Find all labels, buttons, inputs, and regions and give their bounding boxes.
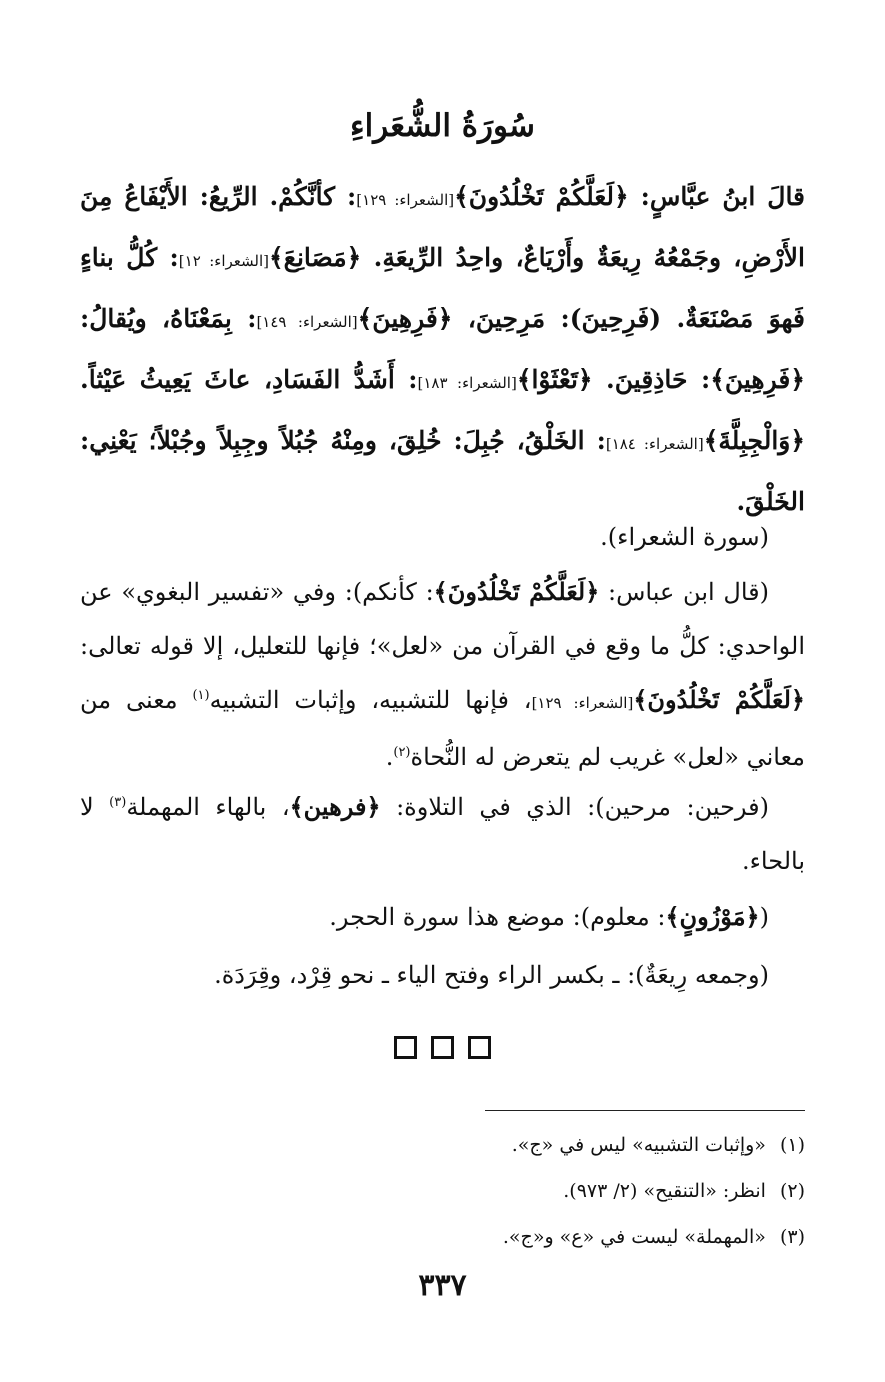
commentary-segment: : كأنكم): وفي «تفسير البغوي» عن الواحدي: كلُّ ما وقع في القرآن من «لعل»؛ فإنها للتعليل، إلا قوله تعالى: — [80, 578, 805, 660]
main-text-paragraph — [80, 168, 805, 531]
commentary-segment: : معلوم): موضع هذا سورة الحجر. — [329, 903, 666, 931]
quran-quote: ﴿فرهين﴾ — [289, 792, 381, 821]
footnote-separator — [485, 1110, 805, 1111]
quran-quote: ﴿لَعَلَّكُمْ تَخْلُدُونَ﴾ — [633, 685, 805, 714]
quran-quote: ﴿فَرِهِينَ﴾ — [710, 365, 805, 394]
main-text-segment: : كُلُّ بناءٍ فَهوَ مَصْنَعَةٌ. (فَرِحِينَ): مَرِحِينَ، — [80, 243, 806, 333]
commentary-paragraph: (وجمعه رِيعَةٌ): ـ بكسر الراء وفتح الياء ـ نحو قِرْد، وقِرَدَة. — [214, 961, 769, 989]
commentary-segment: معنى من معاني «لعل» غريب لم يتعرض له النُّحاة — [80, 686, 805, 771]
footnote-item — [80, 1122, 805, 1168]
commentary-segment: ، فإنها للتشبيه، وإثبات التشبيه — [209, 686, 532, 714]
commentary-paragraph — [80, 890, 805, 944]
verse-reference: [الشعراء: ١٢] — [178, 252, 270, 270]
quran-quote: ﴿لَعَلَّكُمْ تَخْلُدُونَ﴾ — [454, 182, 629, 211]
main-text-segment: : كأنَّكُمْ. الرِّيعُ: الأَيْفَاعُ مِنَ الأَرْضِ، وجَمْعُهُ رِيعَةٌ وأَرْيَاعٌ، واحِدُ الرِّيعَةِ. — [80, 182, 805, 272]
main-text-segment: : أَشَدُّ الفَسَادِ، عاثَ يَعِيثُ عَيْثاً. — [80, 365, 418, 394]
quran-quote: ﴿لَعَلَّكُمْ تَخْلُدُونَ﴾ — [433, 577, 600, 606]
commentary-paragraph — [80, 780, 805, 888]
commentary-heading: (سورة الشعراء). — [600, 523, 769, 551]
main-text-segment: : بِمَعْنَاهُ، ويُقالُ: — [80, 304, 257, 333]
commentary-segment: ( — [759, 903, 769, 931]
verse-reference: [الشعراء: ١٢٩] — [356, 191, 455, 209]
footnotes — [80, 1122, 805, 1260]
footnote-number: (٣) — [779, 1226, 805, 1248]
footnote-marker[interactable]: (١) — [192, 688, 210, 703]
footnote-marker[interactable]: (٣) — [109, 795, 127, 810]
section-divider — [0, 1036, 885, 1059]
footnote-number: (١) — [779, 1134, 805, 1156]
footnote-item — [80, 1168, 805, 1214]
verse-reference: [الشعراء: ١٨٤] — [605, 435, 704, 453]
footnote-item — [80, 1214, 805, 1260]
commentary-segment: (فرحين: مرحين): الذي في التلاوة: — [380, 793, 769, 821]
square-ornament-icon — [468, 1036, 491, 1059]
verse-reference: [الشعراء: ١٨٣] — [417, 374, 517, 392]
page-number: ٣٣٧ — [418, 1268, 467, 1303]
quran-quote: ﴿مَوْزُونٍ﴾ — [665, 902, 760, 931]
footnote-text: انظر: «التنقيح» (٢/ ٩٧٣). — [563, 1180, 766, 1202]
main-text-segment: : الخَلْقُ، جُبِلَ: خُلِقَ، ومِنْهُ جُبُلاً وجِبِلاً وجُبْلاً؛ يَعْنِي: الخَلْقَ. — [80, 426, 805, 516]
footnote-text: «وإثبات التشبيه» ليس في «ج». — [511, 1134, 766, 1156]
commentary-segment: (قال ابن عباس: — [599, 578, 769, 606]
commentary-segment: ، بالهاء المهملة — [126, 793, 290, 821]
square-ornament-icon — [394, 1036, 417, 1059]
footnote-marker[interactable]: (٢) — [393, 745, 411, 760]
commentary-paragraph — [80, 565, 805, 784]
quran-quote: ﴿فَرِهِينَ﴾ — [357, 304, 453, 333]
main-text-segment: قالَ ابنُ عبَّاسٍ: — [628, 182, 806, 211]
quran-quote: ﴿وَالْجِبِلَّةَ﴾ — [703, 426, 805, 455]
footnote-number: (٢) — [779, 1180, 805, 1202]
quran-quote: ﴿تَعْثَوْا﴾ — [516, 365, 593, 394]
quran-quote: ﴿مَصَانِعَ﴾ — [269, 243, 362, 272]
commentary-segment: . — [385, 743, 394, 771]
footnote-text: «المهملة» ليست في «ع» و«ج». — [502, 1226, 766, 1248]
verse-reference: [الشعراء: ١٢٩] — [531, 694, 634, 712]
surah-title: سُورَةُ الشُّعَراءِ — [350, 108, 535, 144]
commentary-segment: لا بالحاء. — [80, 793, 805, 875]
verse-reference: [الشعراء: ١٤٩] — [256, 313, 358, 331]
main-text-segment: : حَاذِقِينَ. — [592, 365, 711, 394]
square-ornament-icon — [431, 1036, 454, 1059]
